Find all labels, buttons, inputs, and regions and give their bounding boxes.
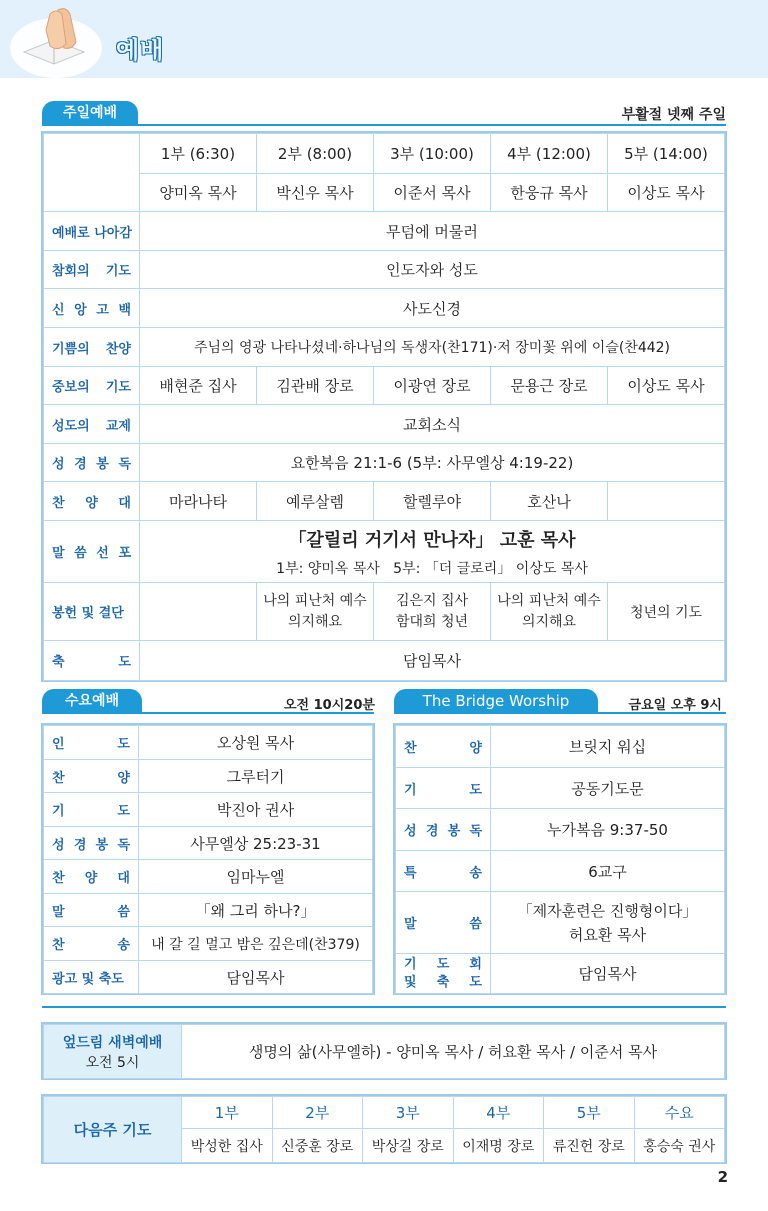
- service-pastor-1: 양미옥 목사: [140, 174, 257, 212]
- choir-1: 마라나타: [140, 482, 257, 521]
- sunday-subtitle: 부활절 넷째 주일: [621, 107, 726, 123]
- intercession-4: 문용근 장로: [491, 367, 608, 405]
- procession-value: 무덤에 머물러: [140, 212, 725, 251]
- bridge-label-5: 말 씀: [396, 892, 491, 954]
- wed-value-5: 임마누엘: [139, 860, 373, 894]
- wed-value-2: 그루터기: [139, 760, 373, 793]
- fellowship-label: 성도의 교제: [44, 405, 140, 444]
- hymn-label: 기쁨의 찬양: [44, 328, 140, 367]
- wed-label-2: 찬 양: [44, 760, 139, 793]
- nextweek-name-2: 신중훈 장로: [272, 1129, 363, 1163]
- nextweek-name-4: 이재명 장로: [453, 1129, 544, 1163]
- page-number: 2: [717, 1168, 728, 1186]
- nextweek-header-4: 4부: [453, 1097, 544, 1129]
- intercession-2: 김관배 장로: [257, 367, 374, 405]
- sunday-divider: [42, 124, 726, 126]
- dawn-value: 생명의 삶(사무엘하) - 양미옥 목사 / 허요환 목사 / 이준서 목사: [182, 1025, 725, 1079]
- intercession-5: 이상도 목사: [608, 367, 725, 405]
- offering-1: [140, 583, 257, 641]
- wed-value-3: 박진아 권사: [139, 793, 373, 827]
- bridge-time: 금요일 오후 9시: [628, 698, 722, 713]
- offering-3: 김은지 집사 함대희 청년: [374, 583, 491, 641]
- sermon-sub: 1부: 양미옥 목사 5부: 「더 글로리」 이상도 목사: [276, 560, 588, 577]
- sunday-table: [43, 133, 725, 681]
- nextweek-name-1: 박성한 집사: [182, 1129, 273, 1163]
- wed-value-1: 오상원 목사: [139, 726, 373, 760]
- offering-label: 봉헌 및 결단: [44, 583, 140, 641]
- bridge-value-3: 누가복음 9:37-50: [491, 809, 725, 851]
- praying-hands-bible-icon: [6, 2, 116, 78]
- bridge-label-1: 찬 양: [396, 726, 491, 768]
- nextweek-table: [43, 1096, 725, 1163]
- wed-label-6: 말 씀: [44, 894, 139, 927]
- bridge-value-1: 브릿지 워십: [491, 726, 725, 768]
- wed-label-7: 찬 송: [44, 927, 139, 961]
- choir-5: [608, 482, 725, 521]
- wed-label-1: 인 도: [44, 726, 139, 760]
- dawn-label-cell: [44, 1025, 182, 1079]
- nextweek-header-5: 5부: [544, 1097, 635, 1129]
- sermon-label: 말 씀 선 포: [44, 521, 140, 583]
- divider-2: [42, 1006, 726, 1008]
- bridge-label-6: 기 도 회 및 축 도: [396, 954, 491, 994]
- wed-label-8: 광고 및 축도: [44, 961, 139, 994]
- nextweek-header-6: 수요: [634, 1097, 725, 1129]
- scripture-value: 요한복음 21:1-6 (5부: 사무엘상 4:19-22): [140, 444, 725, 482]
- wed-value-7: 내 갈 길 멀고 밤은 깊은데(찬379): [139, 927, 373, 961]
- choir-4: 호산나: [491, 482, 608, 521]
- nextweek-name-6: 홍승숙 권사: [634, 1129, 725, 1163]
- sermon-title: 「갈릴리 거기서 만나자」 고훈 목사: [288, 529, 576, 551]
- hymn-value: 주님의 영광 나타나셨네·하나님의 독생자(찬171)·저 장미꽃 위에 이슬(찬442): [140, 328, 725, 367]
- wednesday-tab: 수요예배: [42, 689, 142, 713]
- wednesday-table: [43, 725, 373, 994]
- creed-value: 사도신경: [140, 289, 725, 328]
- service-time-5: 5부 (14:00): [608, 134, 725, 174]
- repentance-label: 참회의 기도: [44, 251, 140, 289]
- bridge-label-3: 성 경 봉 독: [396, 809, 491, 851]
- service-time-2: 2부 (8:00): [257, 134, 374, 174]
- wed-value-4: 사무엘상 25:23-31: [139, 827, 373, 860]
- nextweek-label: 다음주 기도: [44, 1097, 182, 1163]
- bridge-value-2: 공동기도문: [491, 768, 725, 809]
- offering-2: 나의 피난처 예수 의지해요: [257, 583, 374, 641]
- page-title: 예배: [116, 36, 165, 64]
- dawn-time: 오전 5시: [85, 1054, 140, 1071]
- service-time-4: 4부 (12:00): [491, 134, 608, 174]
- service-pastor-2: 박신우 목사: [257, 174, 374, 212]
- benediction-label: 축 도: [44, 641, 140, 681]
- choir-2: 예루살렘: [257, 482, 374, 521]
- nextweek-name-3: 박상길 장로: [363, 1129, 454, 1163]
- nextweek-header-3: 3부: [363, 1097, 454, 1129]
- service-time-3: 3부 (10:00): [374, 134, 491, 174]
- offering-5: 청년의 기도: [608, 583, 725, 641]
- wednesday-time: 오전 10시20분: [284, 698, 375, 713]
- intercession-label: 중보의 기도: [44, 367, 140, 405]
- bridge-value-4: 6교구: [491, 851, 725, 892]
- repentance-value: 인도자와 성도: [140, 251, 725, 289]
- corner-cell: [44, 134, 140, 212]
- intercession-3: 이광연 장로: [374, 367, 491, 405]
- nextweek-header-2: 2부: [272, 1097, 363, 1129]
- wed-label-3: 기 도: [44, 793, 139, 827]
- fellowship-value: 교회소식: [140, 405, 725, 444]
- nextweek-name-5: 류진헌 장로: [544, 1129, 635, 1163]
- dawn-label: 엎드림 새벽예배: [62, 1034, 163, 1051]
- wed-label-4: 성 경 봉 독: [44, 827, 139, 860]
- bridge-value-5: 「제자훈련은 진행형이다」 허요환 목사: [491, 892, 725, 954]
- bridge-table: [395, 725, 725, 994]
- bridge-value-6: 담임목사: [491, 954, 725, 994]
- dawn-table: [43, 1024, 725, 1079]
- wed-value-8: 담임목사: [139, 961, 373, 994]
- bridge-label-4: 특 송: [396, 851, 491, 892]
- intercession-1: 배현준 집사: [140, 367, 257, 405]
- bridge-label-2: 기 도: [396, 768, 491, 809]
- choir-3: 할렐루야: [374, 482, 491, 521]
- bridge-tab: The Bridge Worship: [394, 689, 598, 713]
- sermon-cell: [140, 521, 725, 583]
- benediction-value: 담임목사: [140, 641, 725, 681]
- wed-label-5: 찬 양 대: [44, 860, 139, 894]
- nextweek-header-1: 1부: [182, 1097, 273, 1129]
- sunday-tab: 주일예배: [42, 101, 138, 125]
- page-header: [0, 0, 768, 78]
- procession-label: 예배로 나아감: [44, 212, 140, 251]
- service-pastor-3: 이준서 목사: [374, 174, 491, 212]
- service-time-1: 1부 (6:30): [140, 134, 257, 174]
- service-pastor-5: 이상도 목사: [608, 174, 725, 212]
- service-pastor-4: 한웅규 목사: [491, 174, 608, 212]
- offering-4: 나의 피난처 예수 의지해요: [491, 583, 608, 641]
- wed-value-6: 「왜 그리 하나?」: [139, 894, 373, 927]
- choir-label: 찬 양 대: [44, 482, 140, 521]
- creed-label: 신 앙 고 백: [44, 289, 140, 328]
- scripture-label: 성 경 봉 독: [44, 444, 140, 482]
